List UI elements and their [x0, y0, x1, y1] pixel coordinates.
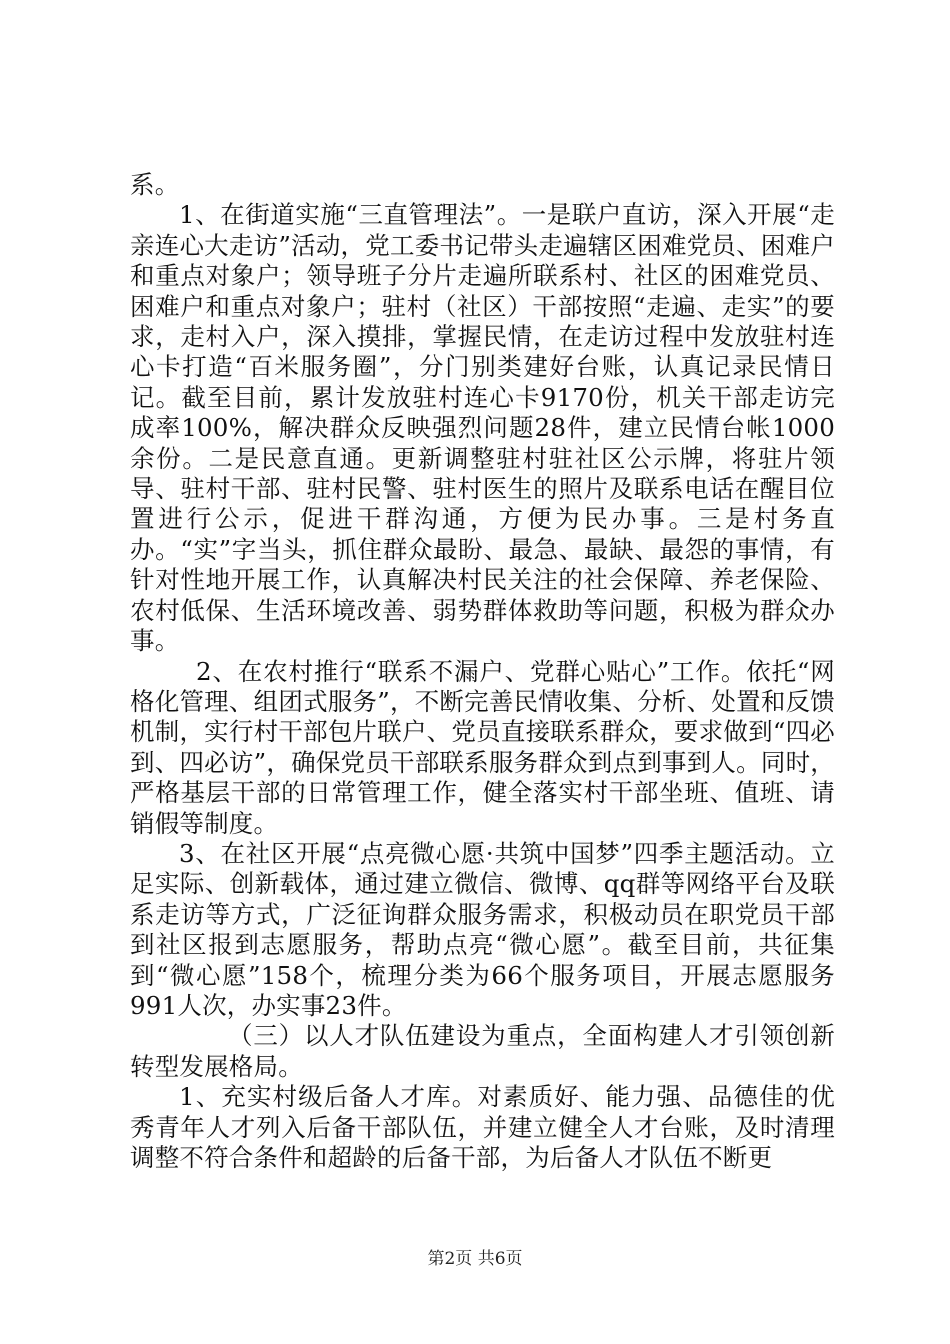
paragraph-street-three-direct: 1、在街道实施“三直管理法”。一是联户直访，深入开展“走亲连心大走访”活动，党工委书记带头走遍辖区困难党员、困难户和重点对象户；领导班子分片走遍所联系村、社区的困难党员、困难户和重点对象户；驻村（社区）干部按照“走遍、走实”的要求，走村入户，深入摸排，掌握民情，在走访过程中发放驻村连心卡打造“百米服务圈”，分门别类建好台账，认真记录民情日记。截至目前，累计发放驻村连心卡9170份，机关干部走访完成率100%，解决群众反映强烈问题28件，建立民情台帐1000余份。二是民意直通。更新调整驻村驻社区公示牌，将驻片领导、驻村干部、驻村民警、驻村医生的照片及联系电话在醒目位置进行公示，促进干群沟通，方便为民办事。三是村务直办。“实”字当头，抓住群众最盼、最急、最缺、最怨的事情，有针对性地开展工作，认真解决村民关注的社会保障、养老保险、农村低保、生活环境改善、弱势群体救助等问题，积极为群众办事。: [130, 200, 835, 656]
paragraph-village-contact: 2、在农村推行“联系不漏户、党群心贴心”工作。依托“网格化管理、组团式服务”，不断完善民情收集、分析、处置和反馈机制，实行村干部包片联户、党员直接联系群众，要求做到“四必到、四必访”，确保党员干部联系服务群众到点到事到人。同时，严格基层干部的日常管理工作，健全落实村干部坐班、值班、请销假等制度。: [130, 656, 835, 838]
document-body: [130, 170, 835, 1173]
paragraph-community-wish: 3、在社区开展“点亮微心愿·共筑中国梦”四季主题活动。立足实际、创新载体，通过建立微信、微博、qq群等网络平台及联系走访等方式，广泛征询群众服务需求，积极动员在职党员干部到社区报到志愿服务，帮助点亮“微心愿”。截至目前，共征集到“微心愿”158个，梳理分类为66个服务项目，开展志愿服务991人次，办实事23件。: [130, 838, 835, 1020]
paragraph-continuation: 系。: [130, 170, 180, 199]
paragraph-reserve-talent: 1、充实村级后备人才库。对素质好、能力强、品德佳的优秀青年人才列入后备干部队伍，并建立健全人才台账，及时清理调整不符合条件和超龄的后备干部，为后备人才队伍不断更: [130, 1082, 835, 1172]
section-heading-talent: （三）以人才队伍建设为重点，全面构建人才引领创新转型发展格局。: [130, 1021, 835, 1081]
page-footer: 第2页 共6页: [427, 1249, 523, 1269]
